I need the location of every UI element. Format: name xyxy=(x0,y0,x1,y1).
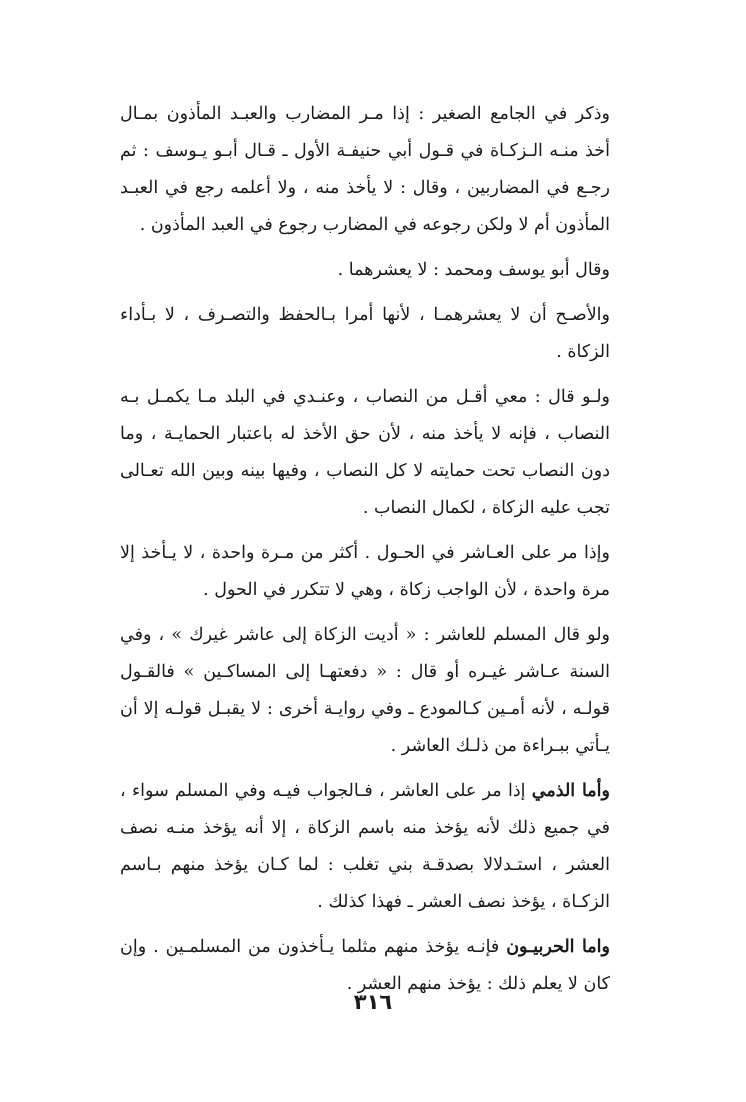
paragraph-lead-heading: وأما الذمي xyxy=(531,781,610,801)
paragraph-text: فإنـه يؤخذ منهم مثلما يـأخذون من المسلمـين . وإن كان لا يعلم ذلك : يؤخذ منهم العشر . xyxy=(120,937,610,994)
paragraph-6 xyxy=(120,617,610,765)
paragraph-7 xyxy=(120,773,610,921)
paragraph-2 xyxy=(120,252,610,289)
page-number: ٣١٦ xyxy=(353,990,393,1014)
paragraph-text: وذكر في الجامع الصغير : إذا مـر المضارب والعبـد المأذون بمـال أخذ منـه الـزكـاة في قـول أبي حنيفـة الأول ـ قـال أبـو يـوسف : ثم رجـع في المضاربين ، وقال : لا يأخذ منه ، ولا أعلمه رجع في العبـد المأذون أم لا ولكن رجوعه في المضارب رجوع في العبد المأذون . xyxy=(120,104,610,235)
paragraph-5 xyxy=(120,535,610,609)
page-body xyxy=(120,96,610,1011)
paragraph-text: ولـو قال : معي أقـل من النصاب ، وعنـدي في البلد مـا يكمـل بـه النصاب ، فإنه لا يأخذ منه ، لأن حق الأخذ له باعتبار الحمايـة ، وما دون النصاب تحت حمايته لا كل النصاب ، وفيها بينه وبين الله تعـالى تجب عليه الزكاة ، لكمال النصاب . xyxy=(120,387,610,518)
paragraph-3 xyxy=(120,297,610,371)
paragraph-text: وإذا مر على العـاشر في الحـول . أكثر من مـرة واحدة ، لا يـأخذ إلا مرة واحدة ، لأن الواجب زكاة ، وهي لا تتكرر في الحول . xyxy=(120,543,610,600)
paragraph-4 xyxy=(120,379,610,527)
paragraph-text: إذا مر على العاشر ، فـالجواب فيـه وفي المسلم سواء ، في جميع ذلك لأنه يؤخذ منه باسم الزكاة ، إلا أنه يؤخذ منـه نصف العشر ، استـدلالا بصدقـة بني تغلب : لما كـان يؤخذ منهم بـاسم الزكـاة ، يؤخذ نصف العشر ـ فهذا كذلك . xyxy=(120,781,610,912)
paragraph-1 xyxy=(120,96,610,244)
paragraph-text: والأصـح أن لا يعشرهمـا ، لأنها أمرا بـالحفظ والتصـرف ، لا بـأداء الزكاة . xyxy=(120,305,610,362)
paragraph-text: ولو قال المسلم للعاشر : « أديت الزكاة إلى عاشر غيرك » ، وفي السنة عـاشر غيـره أو قال : « دفعتهـا إلى المساكـين » فالقـول قولـه ، لأنه أمـين كـالمودع ـ وفي روايـة أخرى : لا يقبـل قولـه إلا أن يـأتي ببـراءة من ذلـك العاشر . xyxy=(120,625,610,756)
paragraph-lead-heading: واما الحربيـون xyxy=(506,937,610,957)
paragraph-text: وقال أبو يوسف ومحمد : لا يعشرهما . xyxy=(337,260,610,280)
